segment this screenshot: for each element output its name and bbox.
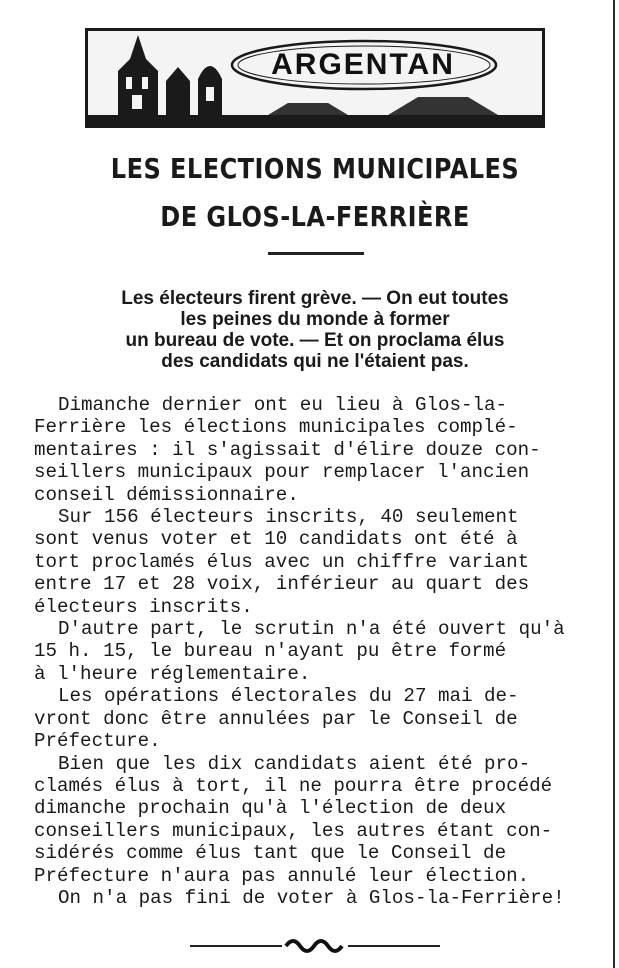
title-divider — [268, 252, 364, 255]
body-line: entre 17 et 28 voix, inférieur au quart des — [34, 573, 530, 596]
body-line: Dimanche dernier ont eu lieu à Glos-la- — [58, 394, 508, 416]
body-line: Ferrière les élections municipales complé- — [34, 416, 518, 439]
body-line: Préfecture. — [34, 730, 161, 753]
body-line: Sur 156 électeurs inscrits, 40 seulement — [58, 506, 519, 529]
body-line: Les opérations électorales du 27 mai de- — [58, 685, 519, 708]
body-line: mentaires : il s'agissait d'élire douze con- — [34, 438, 541, 461]
subheading-line: Les électeurs firent grève. — On eut toutes — [121, 288, 509, 309]
body-line: à l'heure réglementaire. — [34, 662, 311, 685]
column-rule — [613, 0, 615, 968]
body-line: tort proclamés élus avec un chiffre variant — [34, 550, 530, 573]
body-line: clamés élus à tort, il ne pourra être procédé — [34, 774, 553, 797]
body-line: sont venus voter et 10 candidats ont été à — [34, 528, 518, 551]
body-line: Préfecture n'aura pas annulé leur élection. — [34, 864, 530, 887]
body-line: sidérés comme élus tant que le Conseil de — [34, 842, 507, 865]
body-line: D'autre part, le scrutin n'a été ouvert qu'à — [58, 618, 565, 641]
body-line: dimanche prochain qu'à l'élection de deux — [34, 797, 507, 820]
body-line: électeurs inscrits. — [34, 595, 253, 618]
subheading-line: un bureau de vote. — Et on proclama élus — [125, 330, 505, 351]
body-line: seillers municipaux pour remplacer l'ancien — [34, 461, 530, 484]
header-banner — [85, 28, 545, 128]
article-body — [34, 394, 602, 909]
body-line: On n'a pas fini de voter à Glos-la-Ferrière! — [58, 886, 565, 909]
body-line: conseillers municipaux, les autres étant con- — [34, 819, 553, 842]
article-title-line-2: DE GLOS-LA-FERRIÈRE — [160, 200, 470, 233]
subheading-line: les peines du monde à former — [180, 309, 450, 330]
body-line: conseil démissionnaire. — [34, 483, 299, 506]
body-line: Bien que les dix candidats aient été pro- — [58, 752, 531, 775]
body-line: vront donc être annulées par le Conseil de — [34, 707, 518, 730]
subheading-line: des candidats qui ne l'étaient pas. — [161, 351, 469, 372]
article-subheading — [30, 288, 600, 372]
body-line: 15 h. 15, le bureau n'ayant pu être formé — [34, 640, 507, 663]
banner-city-name: ARGENTAN — [271, 48, 455, 81]
article-title-line-1: LES ELECTIONS MUNICIPALES — [110, 152, 520, 185]
ornament-divider-icon — [190, 934, 440, 958]
